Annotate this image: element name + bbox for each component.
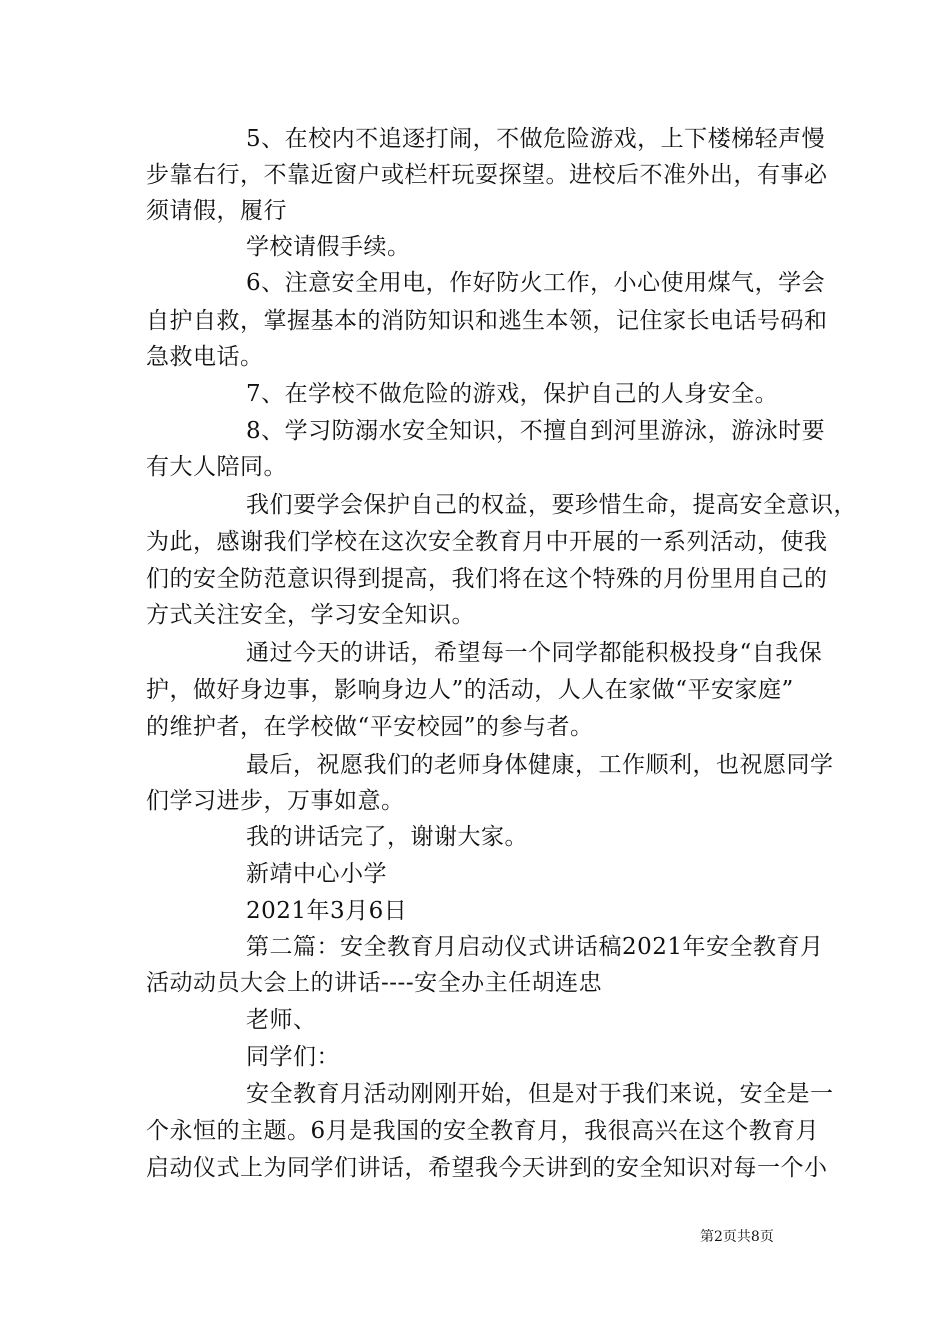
- text-line: 们的安全防范意识得到提高，我们将在这个特殊的月份里用自己的: [146, 566, 828, 592]
- text-line: 学校请假手续。: [246, 234, 411, 260]
- text-line: 们学习进步，万事如意。: [146, 788, 405, 814]
- text-line: 8、学习防溺水安全知识，不擅自到河里游泳，游泳时要: [246, 418, 826, 444]
- text-line: 急救电话。: [146, 344, 264, 370]
- text-line: 我的讲话完了，谢谢大家。: [246, 824, 528, 850]
- salutation: 老师、: [246, 1007, 317, 1033]
- text-line: 为此，感谢我们学校在这次安全教育月中开展的一系列活动，使我: [146, 529, 828, 555]
- signature-date: 2021年3月6日: [246, 898, 408, 924]
- text-line: 5、在校内不追逐打闹，不做危险游戏，上下楼梯轻声慢: [246, 126, 826, 152]
- text-line: 护，做好身边事，影响身边人”的活动，人人在家做“平安家庭”: [146, 677, 794, 703]
- text-line: 通过今天的讲话，希望每一个同学都能积极投身“自我保: [246, 640, 823, 666]
- text-line: 个永恒的主题。6月是我国的安全教育月，我很高兴在这个教育月: [146, 1118, 820, 1144]
- text-line: 最后，祝愿我们的老师身体健康，工作顺利，也祝愿同学: [246, 752, 834, 778]
- section-heading: 第二篇：安全教育月启动仪式讲话稿2021年安全教育月: [246, 934, 824, 960]
- salutation: 同学们：: [246, 1044, 340, 1070]
- text-line: 须请假，履行: [146, 198, 287, 224]
- text-line: 有大人陪同。: [146, 454, 287, 480]
- text-line: 安全教育月活动刚刚开始，但是对于我们来说，安全是一: [246, 1081, 834, 1107]
- text-line: 自护自救，掌握基本的消防知识和逃生本领，记住家长电话号码和: [146, 308, 828, 334]
- signature-school: 新靖中心小学: [246, 861, 387, 887]
- text-line: 的维护者，在学校做“平安校园”的参与者。: [146, 714, 594, 740]
- text-line: 我们要学会保护自己的权益，要珍惜生命，提高安全意识，: [246, 492, 857, 518]
- text-line: 6、注意安全用电，作好防火工作，小心使用煤气，学会: [246, 270, 826, 296]
- text-line: 方式关注安全，学习安全知识。: [146, 602, 475, 628]
- text-line: 步靠右行，不靠近窗户或栏杆玩耍探望。进校后不准外出，有事必: [146, 162, 828, 188]
- page-number: 第2页共8页: [700, 1229, 774, 1245]
- text-line: 7、在学校不做危险的游戏，保护自己的人身安全。: [246, 381, 779, 407]
- section-heading-continued: 活动动员大会上的讲话----安全办主任胡连忠: [146, 970, 603, 996]
- text-line: 启动仪式上为同学们讲话，希望我今天讲到的安全知识对每一个小: [146, 1155, 828, 1181]
